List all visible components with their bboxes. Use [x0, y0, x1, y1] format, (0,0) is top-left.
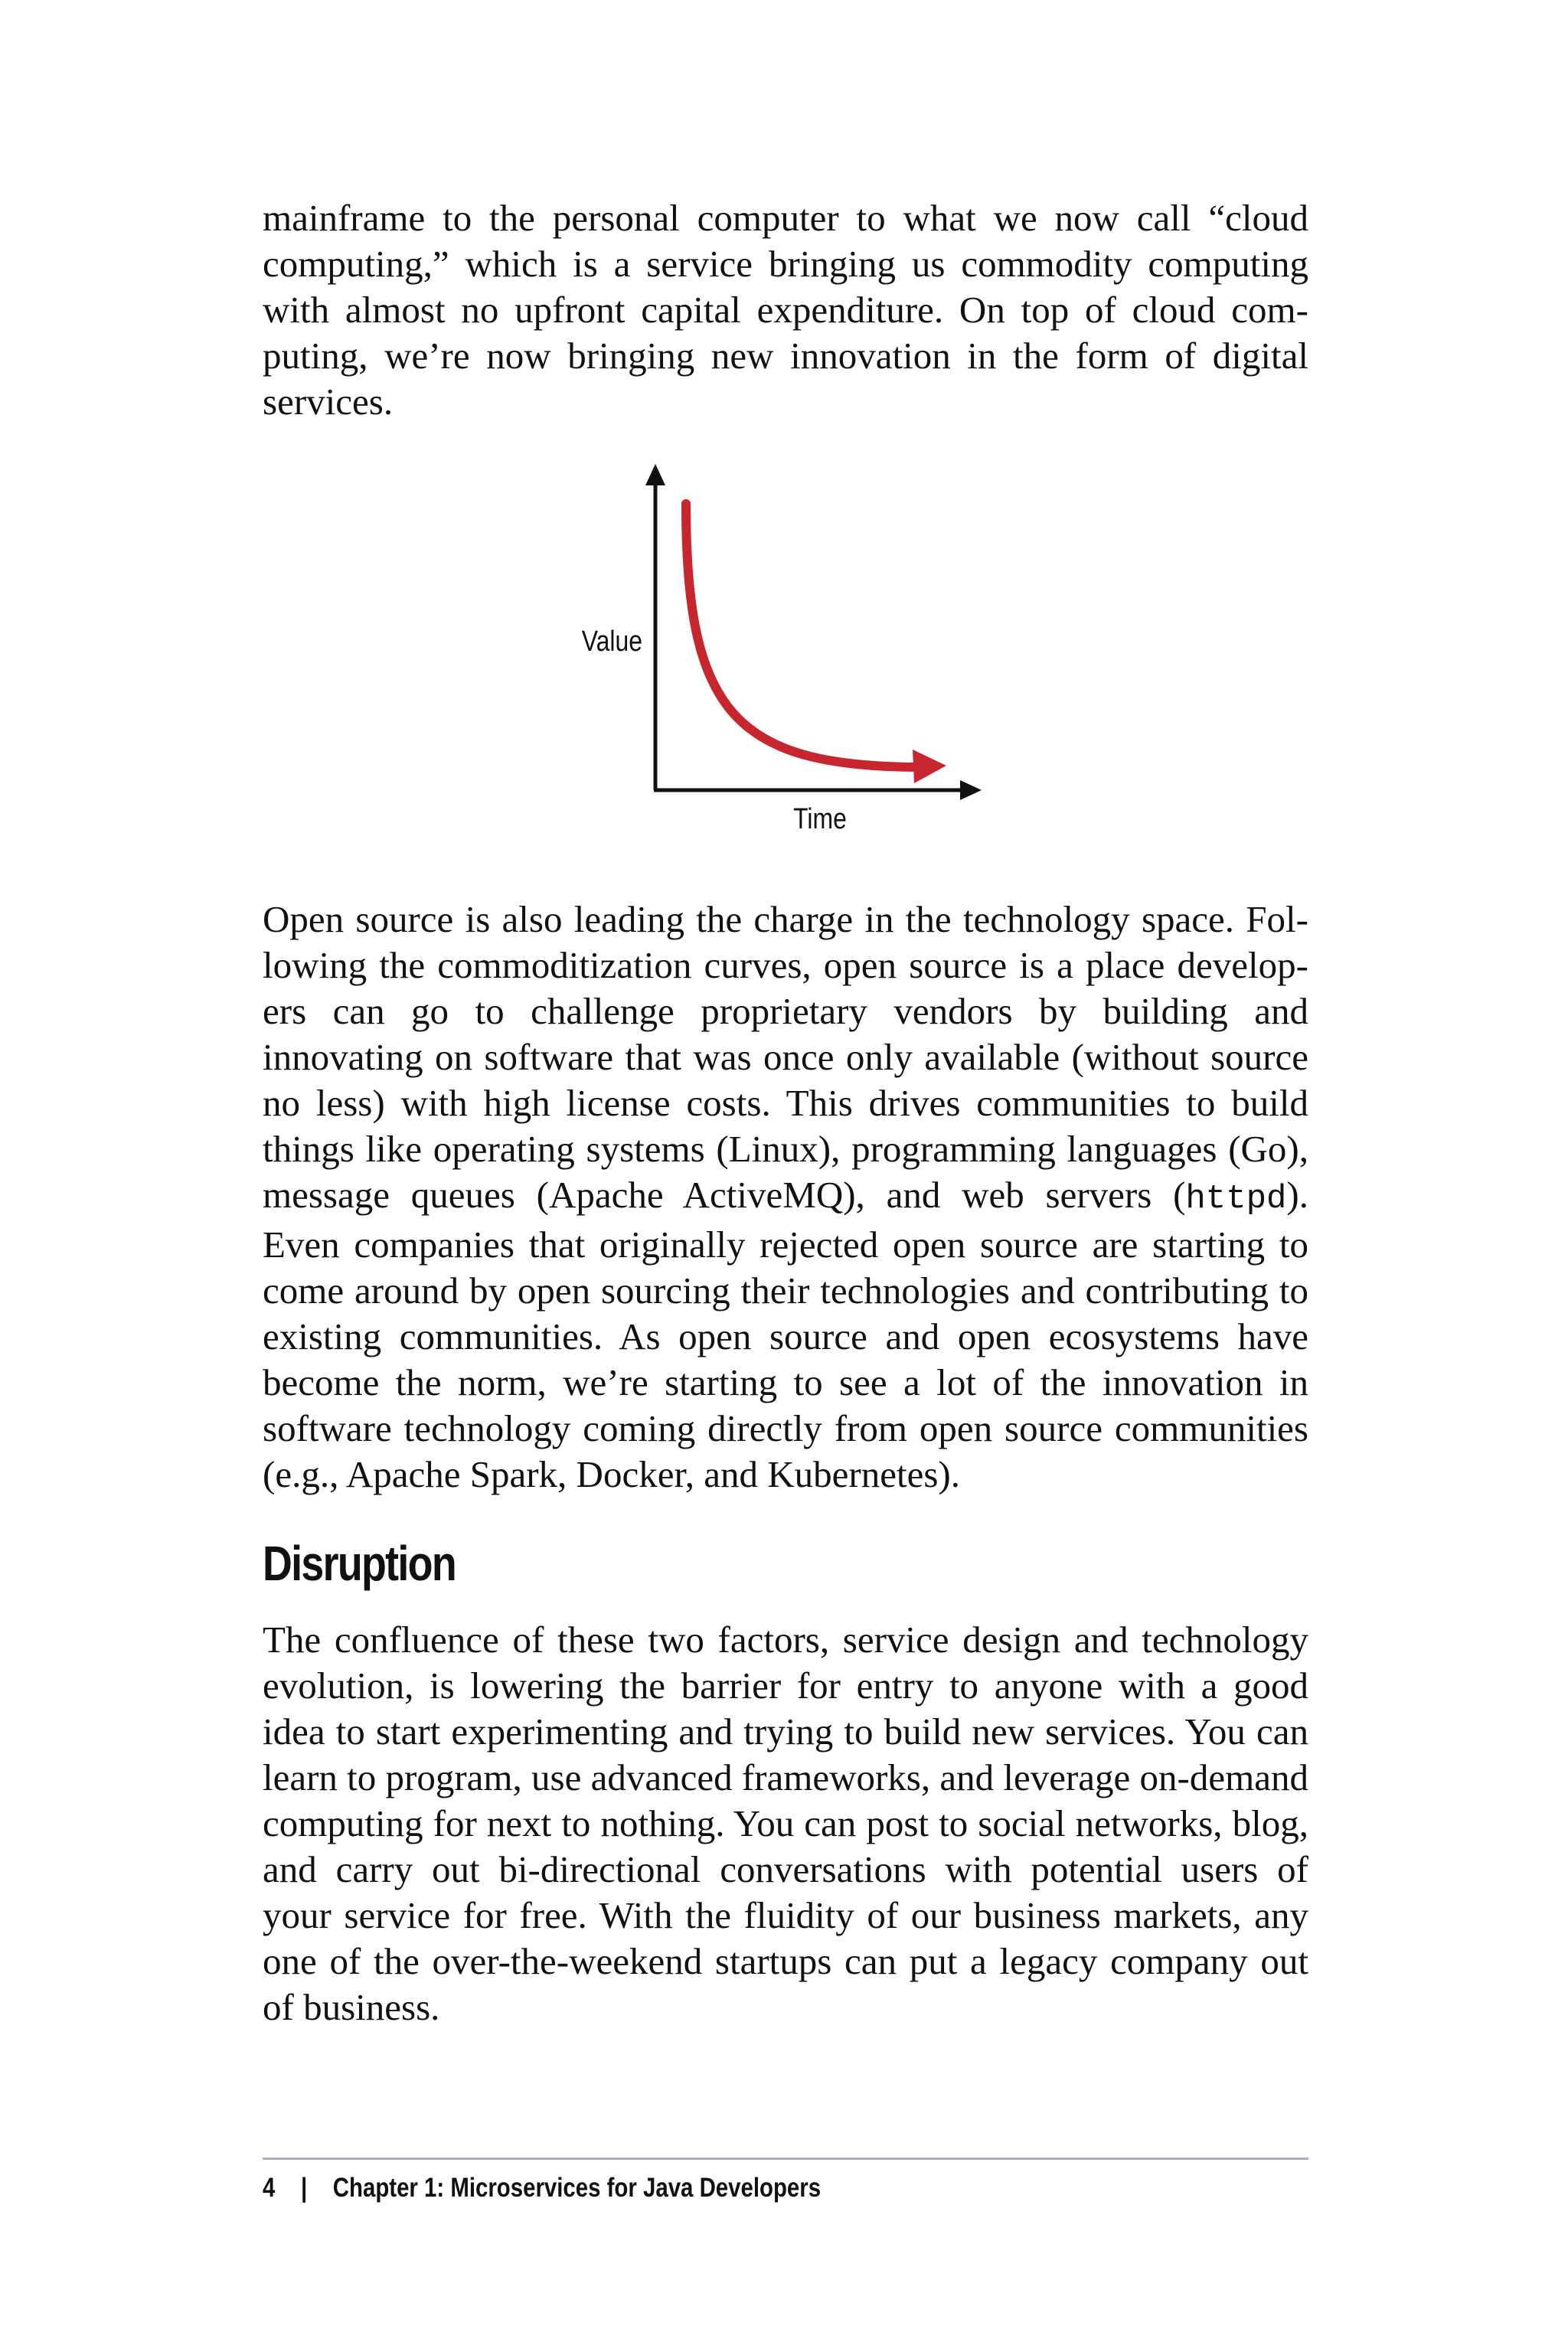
value-decay-curve — [686, 504, 916, 767]
paragraph-open-source-text-b: ). Even companies that originally rejected open source are starting to come around by open sourcing their technologies and contributing to existing communities. As open source and open ecosystems have become the norm, we’re starting to see a lot of the innovation in software technology coming directly from open source communities (e.g., Apache Spark, Docker, and Kubernetes). — [263, 1174, 1308, 1495]
page-footer — [263, 2169, 821, 2207]
y-axis-label: Value — [581, 625, 642, 658]
inline-code-httpd: httpd — [1185, 1180, 1287, 1218]
paragraph-disruption: The confluence of these two factors, service design and technology evolution, is lowering the barrier for entry to anyone with a good idea to start experimenting and trying to build new services. You can learn to program, use advanced frameworks, and leverage on-demand computing for next to nothing. You can post to social networks, blog, and carry out bi-directional conversations with potential users of your service for free. With the fluidity of our business markets, any one of the over-the-weekend startups can put a legacy company out of business. — [263, 1619, 1308, 2028]
paragraph-cloud-computing: mainframe to the personal computer to what we now call “cloud computing,” which is a service bringing us commodity computing with almost no upfront capital expenditure. On top of cloud computing, we’re now bringing new innovation in the form of digital services. — [263, 197, 1308, 423]
footer-separator: | — [300, 2173, 308, 2203]
x-axis-label: Time — [793, 802, 847, 835]
paragraph-open-source-text-a: Open source is also leading the charge in the technology space. Following the commoditization curves, open source is a place developers can go to challenge proprietary vendors by building and innovating on software that was once only available (without source no less) with high license costs. This drives communities to build things like operating systems (Linux), programming languages (Go), message queues (Apache ActiveMQ), and web servers ( — [263, 898, 1308, 1216]
paragraph-open-source — [263, 897, 1308, 1498]
y-axis-arrowhead — [645, 464, 665, 485]
page-number: 4 — [263, 2173, 276, 2203]
footer-rule — [263, 2158, 1308, 2160]
section-heading-disruption: Disruption — [263, 1536, 456, 1591]
x-axis-arrowhead — [960, 780, 982, 800]
running-chapter-title: Chapter 1: Microservices for Java Developers — [332, 2173, 822, 2203]
curve-arrowhead — [913, 750, 946, 783]
